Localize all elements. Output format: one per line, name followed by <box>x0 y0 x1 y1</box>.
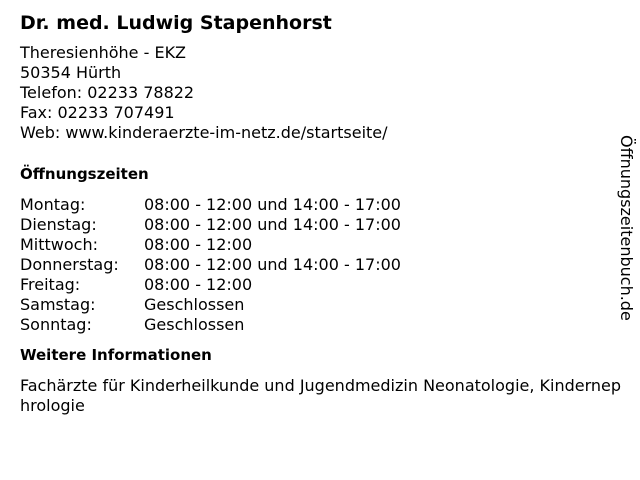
hours-row-wednesday <box>20 235 620 255</box>
day-label: Mittwoch: <box>20 235 98 254</box>
hours-value: 08:00 - 12:00 und 14:00 - 17:00 <box>144 255 401 274</box>
hours-row-thursday <box>20 255 620 275</box>
address-street: Theresienhöhe - EKZ <box>20 43 187 62</box>
hours-row-sunday <box>20 315 620 335</box>
practice-card <box>20 11 620 416</box>
hours-value: Geschlossen <box>144 295 245 314</box>
website-line: Web: www.kinderaerzte-im-netz.de/startseite/ <box>20 123 388 142</box>
source-label: Öffnungszeitenbuch.de <box>617 135 636 321</box>
address-city: 50354 Hürth <box>20 63 122 82</box>
hours-value: 08:00 - 12:00 und 14:00 - 17:00 <box>144 215 401 234</box>
day-label: Donnerstag: <box>20 255 119 274</box>
day-label: Freitag: <box>20 275 81 294</box>
hours-row-saturday <box>20 295 620 315</box>
day-label: Dienstag: <box>20 215 97 234</box>
hours-value: 08:00 - 12:00 <box>144 235 253 254</box>
more-info-heading: Weitere Informationen <box>20 346 212 364</box>
opening-hours-table <box>20 195 620 335</box>
phone-line: Telefon: 02233 78822 <box>20 83 195 102</box>
hours-row-friday <box>20 275 620 295</box>
hours-value: Geschlossen <box>144 315 245 334</box>
hours-value: 08:00 - 12:00 und 14:00 - 17:00 <box>144 195 401 214</box>
fax-line: Fax: 02233 707491 <box>20 103 175 122</box>
practice-name: Dr. med. Ludwig Stapenhorst <box>20 12 332 34</box>
day-label: Montag: <box>20 195 86 214</box>
hours-value: 08:00 - 12:00 <box>144 275 253 294</box>
day-label: Sonntag: <box>20 315 92 334</box>
day-label: Samstag: <box>20 295 96 314</box>
more-info-text: Fachärzte für Kinderheilkunde und Jugendmedizin Neonatologie, Kindernephrologie <box>20 376 622 415</box>
opening-hours-heading: Öffnungszeiten <box>20 165 149 183</box>
hours-row-monday <box>20 195 620 215</box>
hours-row-tuesday <box>20 215 620 235</box>
